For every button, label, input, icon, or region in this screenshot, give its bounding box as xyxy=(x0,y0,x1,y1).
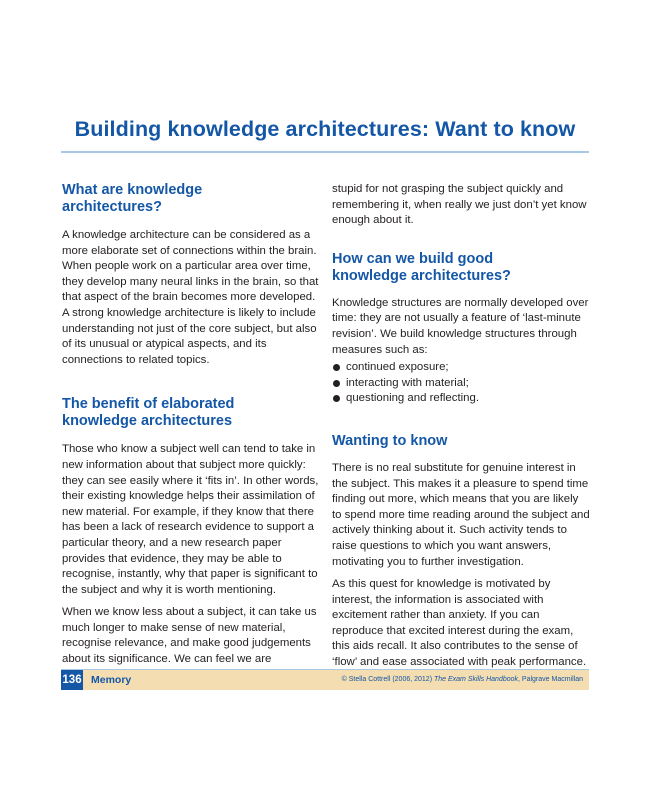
heading-line: What are knowledge xyxy=(62,182,203,198)
list-item xyxy=(332,391,590,407)
section-heading-build xyxy=(332,251,590,285)
right-column xyxy=(332,182,590,671)
section-heading-knowledge-architectures xyxy=(62,182,320,216)
list-item-text: questioning and reflecting. xyxy=(346,392,479,405)
page-footer xyxy=(61,670,589,690)
list-item-text: interacting with material; xyxy=(346,376,469,389)
paragraph: There is no real substitute for genuine interest in the subject. This makes it a pleasure to spend time finding out more, which means that you are likely to spend more time reading around the subject and actively thinking about it. Such activity tends to raise questions to which you want answers, motivating you to further investigation. xyxy=(332,461,590,568)
paragraph: As this quest for knowledge is motivated by interest, the information is associated with excitement rather than anxiety. If you can reproduce that excited interest during the exam, this aids recall. It also contributes to the sense of ‘flow’ and ease associated with peak performance. xyxy=(332,578,587,669)
bullet-icon xyxy=(333,364,340,371)
title-divider xyxy=(61,151,589,153)
paragraph-continuation: stupid for not grasping the subject quickly and remembering it, when really we just don’t yet know enough about it. xyxy=(332,183,587,227)
left-column xyxy=(62,182,320,668)
copyright-notice xyxy=(342,670,583,690)
footer-section-label: Memory xyxy=(91,674,132,686)
bullet-icon xyxy=(333,395,340,402)
paragraph: Those who know a subject well can tend to take in new information about that subject more quickly: they can see easily where it ‘fits in’. In other words, their existing knowledge helps their assimilation of new material. For example, if they know that there has been a lack of research evidence to support a particular theory, and a new research paper provides that evidence, they may be able to recognise, instantly, why that paper is significant to the subject and why it is worth mentioning. xyxy=(62,443,319,596)
heading-line: knowledge architectures xyxy=(62,413,233,430)
bullet-icon xyxy=(333,380,340,387)
paragraph: When we know less about a subject, it can take us much longer to make sense of new material, recognise relevance, and make good judgements about its significance. We can feel we are xyxy=(62,606,317,666)
page-title: Building knowledge architectures: Want to know xyxy=(74,117,576,141)
list-item xyxy=(332,360,590,376)
copyright-book-title: The Exam Skills Handbook xyxy=(433,676,519,683)
heading-line: How can we build good xyxy=(332,250,494,267)
heading-line: knowledge architectures? xyxy=(332,267,511,284)
heading-line: The benefit of elaborated xyxy=(62,396,235,413)
section-heading-wanting-to-know: Wanting to know xyxy=(332,432,448,449)
bullet-list xyxy=(332,360,590,407)
copyright-suffix: , Palgrave Macmillan xyxy=(518,676,583,683)
paragraph: A knowledge architecture can be considered as a more elaborate set of connections within the brain. When people work on a particular area over time, they develop many neural links in the brain, so that that aspect of the brain becomes more developed. A strong knowledge architecture is likely to include understanding not just of the core subject, but also of its unusual or atypical aspects, and its connections to related topics. xyxy=(62,229,319,366)
heading-line: architectures? xyxy=(62,199,162,215)
page-number: 136 xyxy=(61,670,83,690)
list-item-text: continued exposure; xyxy=(346,361,449,374)
list-item xyxy=(332,376,590,392)
section-heading-benefit xyxy=(62,396,320,430)
copyright-prefix: © Stella Cottrell (2006, 2012) xyxy=(341,676,434,683)
paragraph: Knowledge structures are normally developed over time: they are not usually a feature of ‘last-minute revision’. We build knowledge structures through measures such as: xyxy=(332,296,589,356)
